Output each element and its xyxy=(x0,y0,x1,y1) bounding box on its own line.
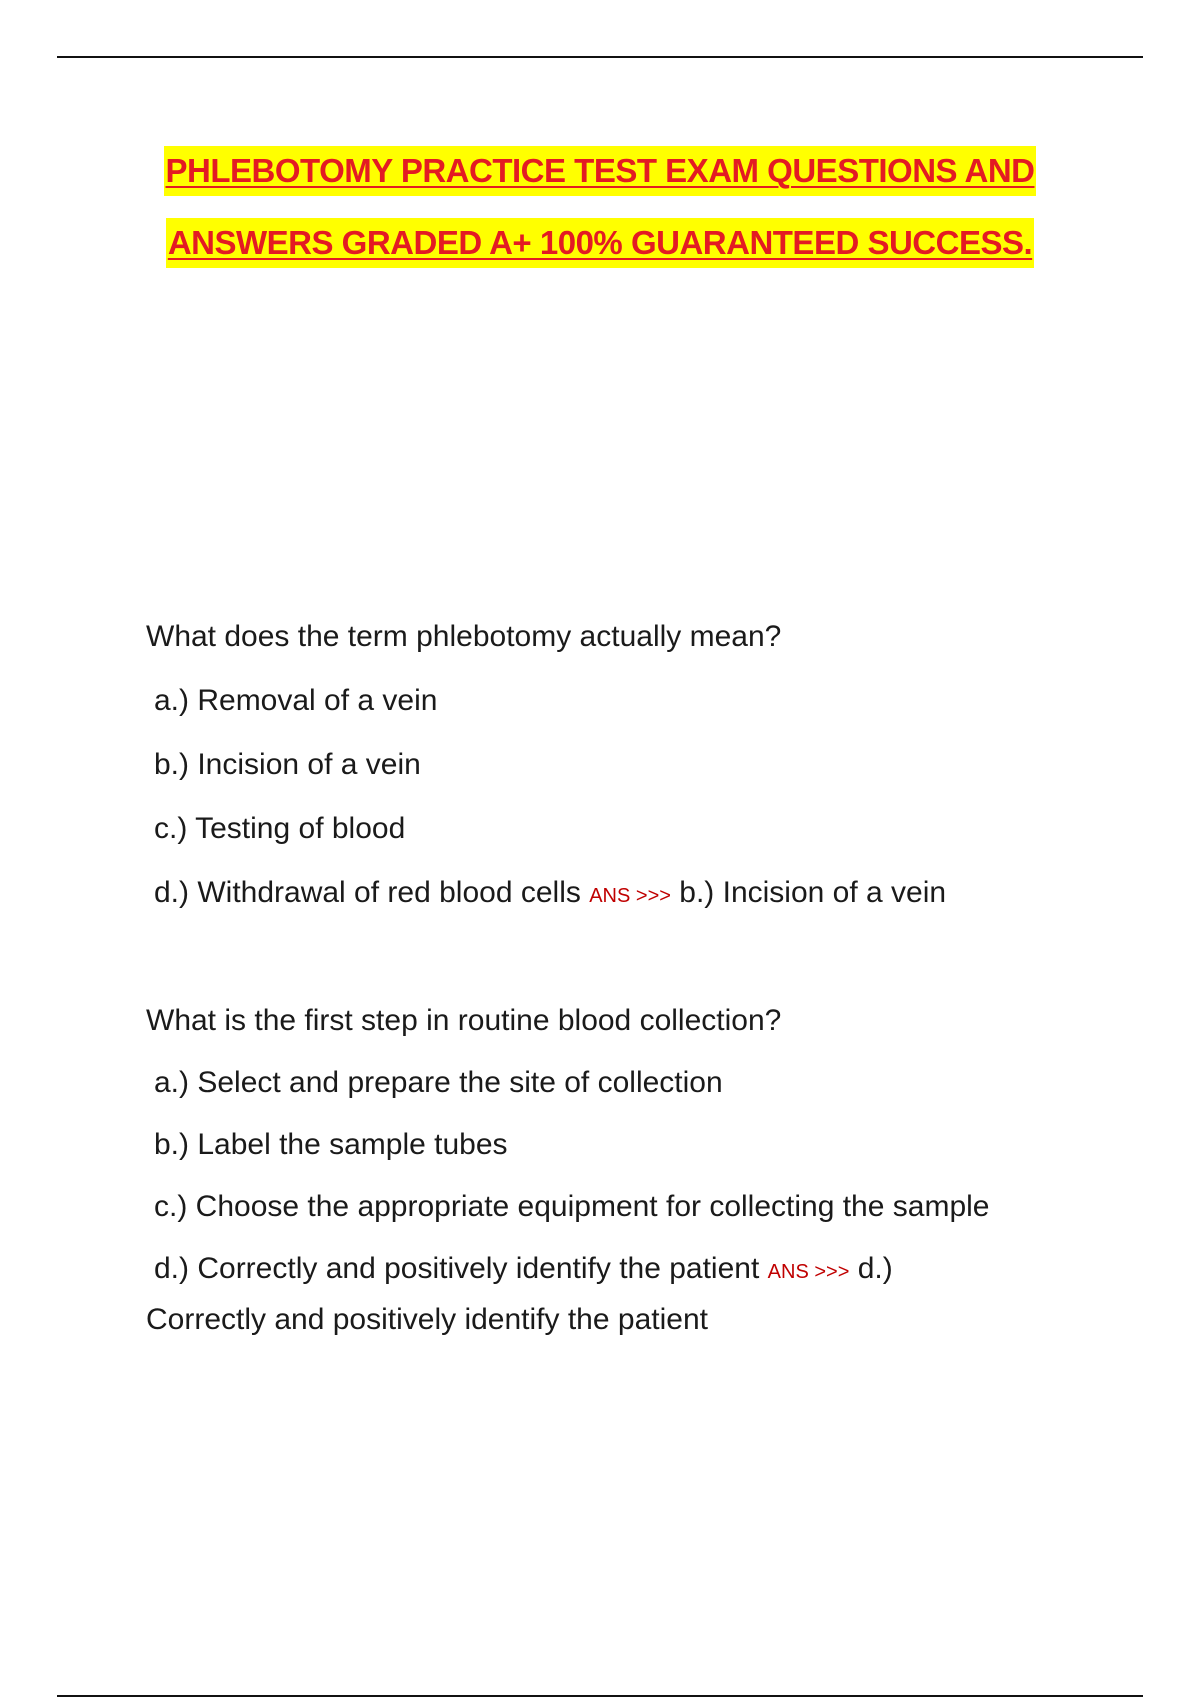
option-d: d.) Correctly and positively identify the patient xyxy=(154,1252,760,1285)
option-c: c.) Choose the appropriate equipment for collecting the sample xyxy=(154,1190,990,1223)
question-block-1 xyxy=(146,617,1126,916)
answer-label: d.) xyxy=(857,1252,893,1285)
title-line-2: ANSWERS GRADED A+ 100% GUARANTEED SUCCESS. xyxy=(166,218,1034,268)
question-text: What does the term phlebotomy actually mean? xyxy=(146,620,782,653)
answer-text-continued: Correctly and positively identify the patient xyxy=(146,1303,708,1336)
option-d-with-answer xyxy=(146,873,1126,916)
option-d: d.) Withdrawal of red blood cells xyxy=(154,876,581,909)
document-title xyxy=(0,146,1200,268)
option-a: a.) Select and prepare the site of collection xyxy=(154,1066,723,1099)
ans-marker: ANS >>> xyxy=(589,885,671,907)
option-a: a.) Removal of a vein xyxy=(154,684,438,717)
question-text: What is the first step in routine blood collection? xyxy=(146,1004,782,1037)
title-line-1: PHLEBOTOMY PRACTICE TEST EXAM QUESTIONS AND xyxy=(164,146,1037,196)
header-rule xyxy=(57,56,1143,58)
answer-text: b.) Incision of a vein xyxy=(679,876,947,909)
footer-rule xyxy=(57,1695,1143,1697)
ans-marker: ANS >>> xyxy=(767,1261,850,1283)
option-b: b.) Incision of a vein xyxy=(154,748,421,781)
option-d-with-answer xyxy=(146,1249,1126,1292)
question-block-2 xyxy=(146,1001,1126,1340)
option-b: b.) Label the sample tubes xyxy=(154,1128,508,1161)
option-c: c.) Testing of blood xyxy=(154,812,406,845)
